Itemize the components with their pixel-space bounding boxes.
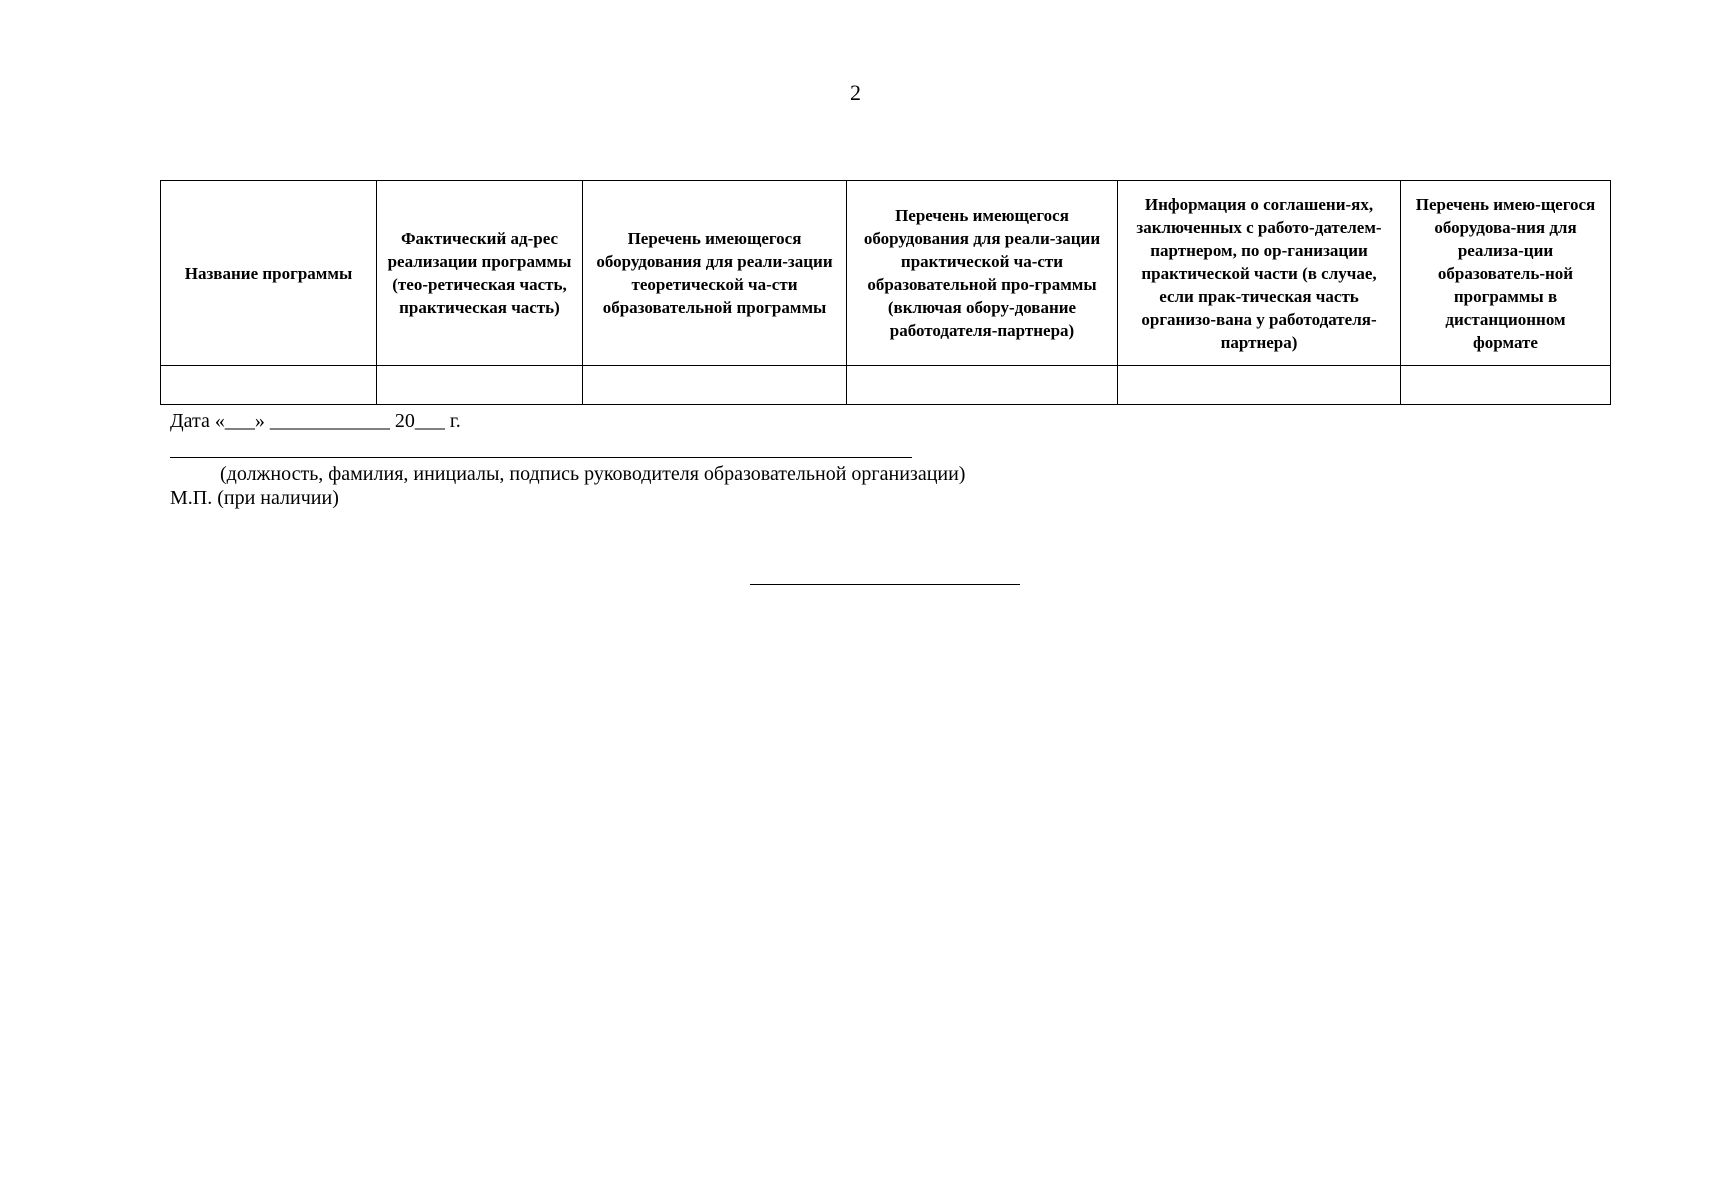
- table-cell: [161, 366, 377, 405]
- table-cell: [1401, 366, 1611, 405]
- header-actual-address: Фактический ад-рес реализации программы (тео-ретическая часть, практическая часть): [377, 181, 583, 366]
- page-number: 2: [850, 80, 861, 105]
- header-program-name: Название программы: [161, 181, 377, 366]
- header-practice-equipment: Перечень имеющегося оборудования для реали-зации практической ча-сти образовательной про-граммы (включая обору-дование работодателя-партнера): [847, 181, 1118, 366]
- table-cell: [377, 366, 583, 405]
- table-row: [161, 366, 1611, 405]
- program-equipment-table: [160, 180, 1611, 405]
- header-theory-equipment: Перечень имеющегося оборудования для реали-зации теоретической ча-сти образовательной программы: [583, 181, 847, 366]
- header-distance-equipment: Перечень имею-щегося оборудова-ния для реализа-ции образователь-ной программы в дистанционном формате: [1401, 181, 1611, 366]
- signature-caption: (должность, фамилия, инициалы, подпись руководителя образовательной организации): [220, 463, 966, 485]
- table-cell: [1118, 366, 1401, 405]
- signature-line: [170, 457, 912, 458]
- table-cell: [583, 366, 847, 405]
- end-divider: [750, 584, 1020, 585]
- table-header-row: [161, 181, 1611, 366]
- date-line: Дата «___» ____________ 20___ г.: [170, 410, 461, 432]
- header-employer-agreements: Информация о соглашени-ях, заключенных с работо-дателем-партнером, по ор-ганизации практической части (в случае, если прак-тическая часть организо-вана у работодателя-партнера): [1118, 181, 1401, 366]
- table-cell: [847, 366, 1118, 405]
- stamp-note: М.П. (при наличии): [170, 487, 339, 509]
